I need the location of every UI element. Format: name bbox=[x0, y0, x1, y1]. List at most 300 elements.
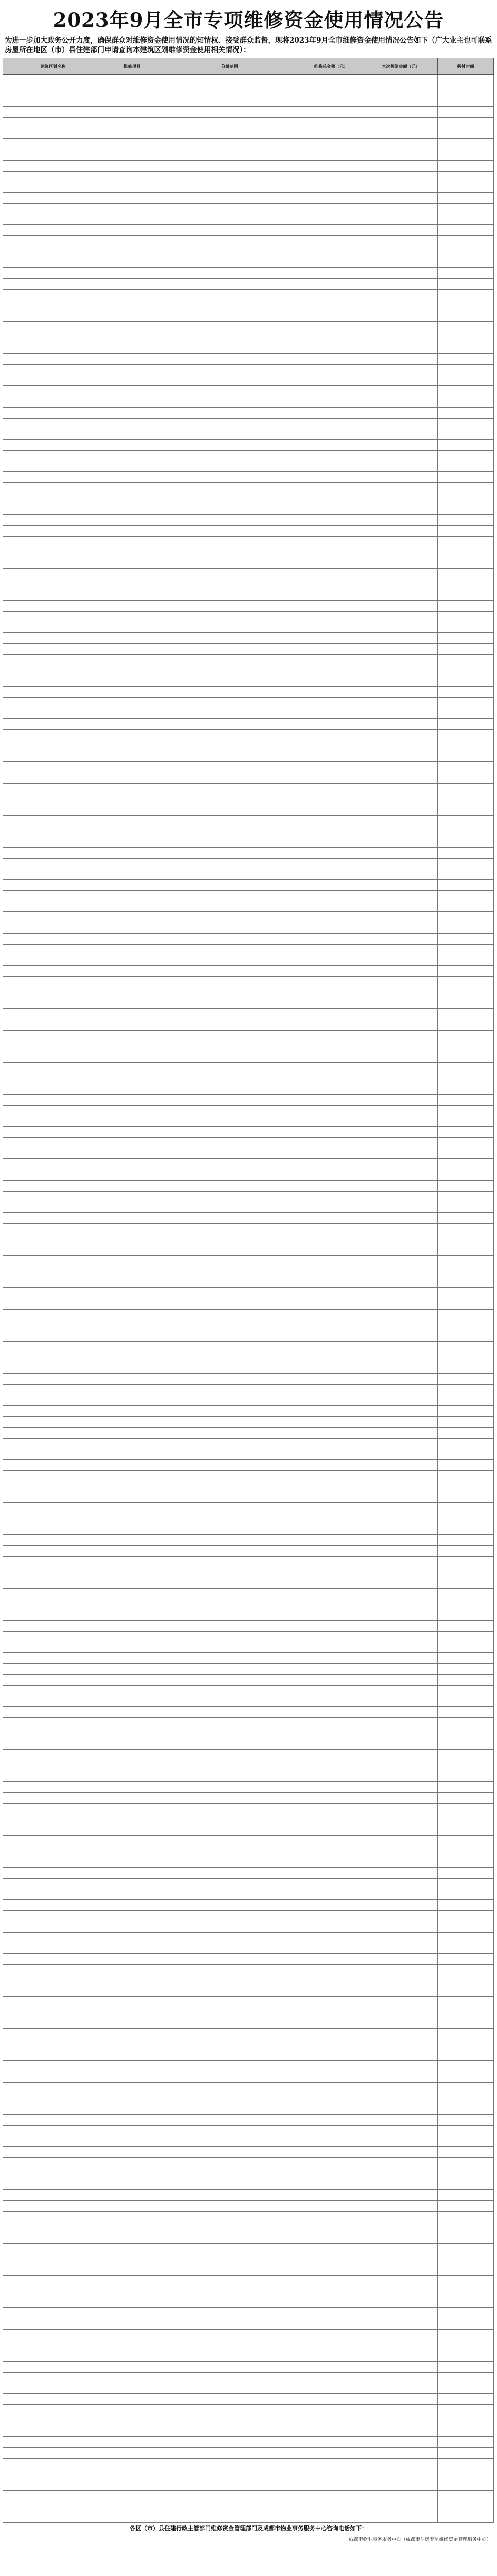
cell-share-scope bbox=[161, 794, 298, 805]
cell-payment-amount bbox=[364, 1868, 438, 1878]
cell-project-name bbox=[3, 504, 103, 514]
cell-payment-amount bbox=[364, 515, 438, 526]
cell-payment-amount bbox=[364, 1502, 438, 1513]
cell-payment-amount bbox=[364, 1416, 438, 1427]
cell-project-name bbox=[3, 729, 103, 740]
cell-total-amount bbox=[298, 633, 364, 643]
cell-project-name bbox=[3, 1170, 103, 1180]
cell-payment-amount bbox=[364, 2254, 438, 2265]
cell-share-scope bbox=[161, 687, 298, 697]
cell-project-name bbox=[3, 2136, 103, 2147]
table-row bbox=[3, 2115, 494, 2125]
table-row bbox=[3, 987, 494, 998]
cell-payment-amount bbox=[364, 1782, 438, 1792]
cell-project-name bbox=[3, 1148, 103, 1159]
cell-total-amount bbox=[298, 579, 364, 590]
table-row bbox=[3, 1792, 494, 1803]
cell-project-name bbox=[3, 611, 103, 622]
cell-share-scope bbox=[161, 719, 298, 729]
cell-payment-amount bbox=[364, 2308, 438, 2319]
header-repair-item: 维修项目 bbox=[103, 58, 161, 75]
cell-payment-date bbox=[438, 1900, 494, 1910]
cell-total-amount bbox=[298, 1438, 364, 1449]
cell-project-name bbox=[3, 418, 103, 429]
cell-total-amount bbox=[298, 966, 364, 976]
cell-project-name bbox=[3, 128, 103, 138]
cell-repair-item bbox=[103, 1642, 161, 1653]
cell-project-name bbox=[3, 515, 103, 526]
cell-payment-amount bbox=[364, 934, 438, 944]
cell-payment-date bbox=[438, 1921, 494, 1932]
cell-repair-item bbox=[103, 1191, 161, 1202]
cell-payment-date bbox=[438, 1696, 494, 1706]
cell-repair-item bbox=[103, 622, 161, 632]
cell-total-amount bbox=[298, 837, 364, 847]
table-row bbox=[3, 2330, 494, 2340]
cell-project-name bbox=[3, 1986, 103, 1996]
cell-payment-date bbox=[438, 2136, 494, 2147]
cell-payment-date bbox=[438, 1395, 494, 1406]
cell-total-amount bbox=[298, 805, 364, 815]
cell-payment-date bbox=[438, 526, 494, 536]
cell-repair-item bbox=[103, 429, 161, 439]
cell-payment-amount bbox=[364, 1342, 438, 1352]
cell-repair-item bbox=[103, 139, 161, 150]
cell-total-amount bbox=[298, 976, 364, 987]
table-row bbox=[3, 2125, 494, 2136]
cell-payment-date bbox=[438, 2480, 494, 2490]
cell-project-name bbox=[3, 901, 103, 912]
table-row bbox=[3, 1857, 494, 1867]
cell-repair-item bbox=[103, 762, 161, 772]
cell-payment-date bbox=[438, 1492, 494, 1502]
cell-project-name bbox=[3, 2115, 103, 2125]
table-row bbox=[3, 429, 494, 439]
cell-project-name bbox=[3, 311, 103, 321]
cell-share-scope bbox=[161, 2415, 298, 2426]
cell-payment-amount bbox=[364, 676, 438, 686]
cell-payment-date bbox=[438, 2265, 494, 2275]
cell-repair-item bbox=[103, 1073, 161, 1084]
cell-total-amount bbox=[298, 1760, 364, 1771]
cell-payment-amount bbox=[364, 568, 438, 579]
cell-payment-date bbox=[438, 1825, 494, 1835]
cell-total-amount bbox=[298, 408, 364, 418]
cell-repair-item bbox=[103, 1331, 161, 1341]
table-row bbox=[3, 1331, 494, 1341]
cell-repair-item bbox=[103, 697, 161, 708]
cell-project-name bbox=[3, 1416, 103, 1427]
cell-payment-date bbox=[438, 944, 494, 955]
cell-project-name bbox=[3, 2243, 103, 2254]
cell-total-amount bbox=[298, 1363, 364, 1373]
cell-project-name bbox=[3, 1696, 103, 1706]
cell-share-scope bbox=[161, 1610, 298, 1620]
cell-repair-item bbox=[103, 923, 161, 933]
cell-repair-item bbox=[103, 2061, 161, 2072]
table-row bbox=[3, 1685, 494, 1696]
cell-repair-item bbox=[103, 890, 161, 901]
cell-payment-amount bbox=[364, 2372, 438, 2383]
cell-total-amount bbox=[298, 1954, 364, 1964]
table-row bbox=[3, 1202, 494, 1213]
cell-payment-amount bbox=[364, 1589, 438, 1599]
cell-share-scope bbox=[161, 1921, 298, 1932]
cell-project-name bbox=[3, 2480, 103, 2490]
cell-repair-item bbox=[103, 321, 161, 332]
cell-repair-item bbox=[103, 107, 161, 117]
cell-total-amount bbox=[298, 1320, 364, 1331]
cell-share-scope bbox=[161, 1836, 298, 1846]
table-row bbox=[3, 139, 494, 150]
cell-total-amount bbox=[298, 1642, 364, 1653]
cell-share-scope bbox=[161, 1019, 298, 1030]
cell-payment-date bbox=[438, 2254, 494, 2265]
cell-total-amount bbox=[298, 1116, 364, 1126]
cell-payment-date bbox=[438, 665, 494, 676]
cell-payment-date bbox=[438, 2061, 494, 2072]
cell-project-name bbox=[3, 450, 103, 461]
cell-total-amount bbox=[298, 2458, 364, 2469]
cell-payment-amount bbox=[364, 1975, 438, 1986]
cell-share-scope bbox=[161, 1943, 298, 1953]
cell-share-scope bbox=[161, 2093, 298, 2104]
cell-total-amount bbox=[298, 708, 364, 719]
cell-share-scope bbox=[161, 2501, 298, 2512]
cell-payment-amount bbox=[364, 171, 438, 182]
table-row bbox=[3, 107, 494, 117]
cell-payment-date bbox=[438, 697, 494, 708]
cell-total-amount bbox=[298, 526, 364, 536]
cell-total-amount bbox=[298, 364, 364, 375]
table-row bbox=[3, 805, 494, 815]
cell-repair-item bbox=[103, 547, 161, 558]
cell-payment-amount bbox=[364, 1181, 438, 1191]
page-title: 2023年9月全市专项维修资金使用情况公告 bbox=[53, 8, 444, 32]
cell-project-name bbox=[3, 107, 103, 117]
cell-payment-date bbox=[438, 2297, 494, 2307]
cell-share-scope bbox=[161, 2254, 298, 2265]
cell-share-scope bbox=[161, 1299, 298, 1309]
cell-repair-item bbox=[103, 1170, 161, 1180]
cell-payment-amount bbox=[364, 2222, 438, 2233]
cell-project-name bbox=[3, 2372, 103, 2383]
cell-repair-item bbox=[103, 2072, 161, 2082]
table-row bbox=[3, 397, 494, 407]
cell-share-scope bbox=[161, 2286, 298, 2297]
cell-repair-item bbox=[103, 2233, 161, 2243]
cell-payment-amount bbox=[364, 1728, 438, 1739]
table-row bbox=[3, 2501, 494, 2512]
cell-total-amount bbox=[298, 687, 364, 697]
cell-payment-amount bbox=[364, 1191, 438, 1202]
cell-project-name bbox=[3, 1728, 103, 1739]
cell-project-name bbox=[3, 2351, 103, 2361]
cell-project-name bbox=[3, 2007, 103, 2018]
table-row bbox=[3, 225, 494, 235]
cell-payment-date bbox=[438, 2394, 494, 2404]
cell-payment-date bbox=[438, 343, 494, 353]
cell-repair-item bbox=[103, 289, 161, 300]
cell-payment-date bbox=[438, 1846, 494, 1857]
cell-share-scope bbox=[161, 2125, 298, 2136]
cell-share-scope bbox=[161, 2243, 298, 2254]
cell-project-name bbox=[3, 246, 103, 257]
cell-payment-amount bbox=[364, 1460, 438, 1470]
cell-project-name bbox=[3, 1803, 103, 1814]
cell-project-name bbox=[3, 697, 103, 708]
cell-total-amount bbox=[298, 1406, 364, 1416]
cell-repair-item bbox=[103, 794, 161, 805]
cell-repair-item bbox=[103, 633, 161, 643]
cell-repair-item bbox=[103, 1416, 161, 1427]
table-row bbox=[3, 214, 494, 225]
cell-payment-amount bbox=[364, 2243, 438, 2254]
table-row bbox=[3, 687, 494, 697]
cell-project-name bbox=[3, 1438, 103, 1449]
cell-total-amount bbox=[298, 1910, 364, 1921]
cell-payment-date bbox=[438, 1137, 494, 1148]
cell-total-amount bbox=[298, 622, 364, 632]
table-row bbox=[3, 461, 494, 472]
cell-project-name bbox=[3, 837, 103, 847]
cell-payment-amount bbox=[364, 1749, 438, 1760]
cell-repair-item bbox=[103, 976, 161, 987]
cell-repair-item bbox=[103, 2415, 161, 2426]
cell-share-scope bbox=[161, 2404, 298, 2415]
cell-share-scope bbox=[161, 1567, 298, 1578]
table-row bbox=[3, 772, 494, 783]
cell-repair-item bbox=[103, 2297, 161, 2307]
table-row bbox=[3, 375, 494, 385]
cell-repair-item bbox=[103, 1803, 161, 1814]
cell-share-scope bbox=[161, 1449, 298, 1460]
cell-project-name bbox=[3, 762, 103, 772]
cell-share-scope bbox=[161, 568, 298, 579]
cell-payment-amount bbox=[364, 837, 438, 847]
table-row bbox=[3, 2061, 494, 2072]
cell-share-scope bbox=[161, 1535, 298, 1545]
cell-payment-date bbox=[438, 676, 494, 686]
cell-repair-item bbox=[103, 2115, 161, 2125]
cell-share-scope bbox=[161, 321, 298, 332]
cell-payment-amount bbox=[364, 1127, 438, 1137]
cell-repair-item bbox=[103, 1792, 161, 1803]
cell-repair-item bbox=[103, 332, 161, 343]
table-row bbox=[3, 568, 494, 579]
header-payment-date: 拨付时间 bbox=[438, 58, 494, 75]
cell-total-amount bbox=[298, 321, 364, 332]
cell-payment-date bbox=[438, 2201, 494, 2211]
cell-payment-amount bbox=[364, 150, 438, 160]
table-row bbox=[3, 547, 494, 558]
cell-payment-amount bbox=[364, 2297, 438, 2307]
cell-repair-item bbox=[103, 1030, 161, 1041]
cell-payment-amount bbox=[364, 1524, 438, 1534]
cell-total-amount bbox=[298, 1416, 364, 1427]
cell-total-amount bbox=[298, 2189, 364, 2200]
cell-payment-amount bbox=[364, 1621, 438, 1631]
cell-project-name bbox=[3, 1900, 103, 1910]
table-row bbox=[3, 1052, 494, 1062]
table-row bbox=[3, 1631, 494, 1642]
cell-repair-item bbox=[103, 1728, 161, 1739]
cell-share-scope bbox=[161, 783, 298, 794]
cell-payment-date bbox=[438, 1266, 494, 1277]
cell-repair-item bbox=[103, 1513, 161, 1524]
cell-repair-item bbox=[103, 955, 161, 966]
cell-project-name bbox=[3, 998, 103, 1008]
cell-total-amount bbox=[298, 1717, 364, 1728]
cell-payment-amount bbox=[364, 2512, 438, 2522]
table-row bbox=[3, 289, 494, 300]
cell-repair-item bbox=[103, 354, 161, 364]
cell-total-amount bbox=[298, 2426, 364, 2436]
cell-payment-amount bbox=[364, 966, 438, 976]
header-project-name: 建筑区划名称 bbox=[3, 58, 103, 75]
table-row bbox=[3, 1352, 494, 1363]
cell-repair-item bbox=[103, 117, 161, 128]
cell-total-amount bbox=[298, 1170, 364, 1180]
cell-payment-date bbox=[438, 429, 494, 439]
cell-repair-item bbox=[103, 998, 161, 1008]
cell-repair-item bbox=[103, 1084, 161, 1094]
cell-total-amount bbox=[298, 1921, 364, 1932]
cell-payment-date bbox=[438, 611, 494, 622]
cell-repair-item bbox=[103, 1245, 161, 1255]
cell-repair-item bbox=[103, 2383, 161, 2393]
table-row bbox=[3, 590, 494, 600]
cell-project-name bbox=[3, 2083, 103, 2093]
cell-project-name bbox=[3, 2415, 103, 2426]
cell-payment-date bbox=[438, 2243, 494, 2254]
cell-payment-date bbox=[438, 2362, 494, 2372]
cell-payment-date bbox=[438, 1589, 494, 1599]
table-row bbox=[3, 1868, 494, 1878]
cell-total-amount bbox=[298, 2501, 364, 2512]
table-row bbox=[3, 1008, 494, 1019]
cell-payment-date bbox=[438, 2319, 494, 2329]
cell-share-scope bbox=[161, 203, 298, 214]
table-row bbox=[3, 85, 494, 96]
cell-payment-date bbox=[438, 1105, 494, 1116]
table-row bbox=[3, 1975, 494, 1986]
cell-share-scope bbox=[161, 976, 298, 987]
cell-payment-date bbox=[438, 1943, 494, 1953]
cell-project-name bbox=[3, 1653, 103, 1663]
cell-project-name bbox=[3, 1964, 103, 1975]
cell-project-name bbox=[3, 2189, 103, 2200]
cell-repair-item bbox=[103, 568, 161, 579]
cell-total-amount bbox=[298, 493, 364, 504]
cell-total-amount bbox=[298, 161, 364, 171]
cell-payment-date bbox=[438, 279, 494, 289]
table-row bbox=[3, 1181, 494, 1191]
cell-payment-amount bbox=[364, 815, 438, 826]
cell-payment-amount bbox=[364, 343, 438, 353]
cell-share-scope bbox=[161, 1502, 298, 1513]
cell-total-amount bbox=[298, 869, 364, 879]
cell-project-name bbox=[3, 1342, 103, 1352]
cell-payment-date bbox=[438, 2222, 494, 2233]
table-row bbox=[3, 321, 494, 332]
cell-share-scope bbox=[161, 1492, 298, 1502]
cell-payment-date bbox=[438, 1170, 494, 1180]
cell-repair-item bbox=[103, 225, 161, 235]
table-row bbox=[3, 676, 494, 686]
cell-project-name bbox=[3, 2330, 103, 2340]
table-row bbox=[3, 2233, 494, 2243]
cell-project-name bbox=[3, 2286, 103, 2297]
cell-payment-date bbox=[438, 1578, 494, 1588]
cell-total-amount bbox=[298, 2125, 364, 2136]
table-row bbox=[3, 1663, 494, 1674]
cell-total-amount bbox=[298, 1728, 364, 1739]
table-row bbox=[3, 2362, 494, 2372]
cell-payment-amount bbox=[364, 2061, 438, 2072]
cell-repair-item bbox=[103, 408, 161, 418]
table-row bbox=[3, 1545, 494, 1556]
cell-payment-date bbox=[438, 815, 494, 826]
cell-payment-date bbox=[438, 633, 494, 643]
cell-share-scope bbox=[161, 2072, 298, 2082]
cell-payment-date bbox=[438, 848, 494, 858]
table-row bbox=[3, 912, 494, 923]
cell-payment-date bbox=[438, 1685, 494, 1696]
cell-project-name bbox=[3, 655, 103, 665]
cell-share-scope bbox=[161, 1223, 298, 1234]
cell-project-name bbox=[3, 848, 103, 858]
table-row bbox=[3, 2265, 494, 2275]
cell-payment-amount bbox=[364, 2007, 438, 2018]
cell-share-scope bbox=[161, 1545, 298, 1556]
cell-share-scope bbox=[161, 85, 298, 96]
cell-share-scope bbox=[161, 225, 298, 235]
cell-payment-date bbox=[438, 2286, 494, 2297]
cell-share-scope bbox=[161, 579, 298, 590]
cell-payment-date bbox=[438, 762, 494, 772]
cell-total-amount bbox=[298, 1234, 364, 1245]
cell-total-amount bbox=[298, 268, 364, 279]
cell-repair-item bbox=[103, 1567, 161, 1578]
cell-payment-date bbox=[438, 643, 494, 654]
table-row bbox=[3, 203, 494, 214]
cell-repair-item bbox=[103, 440, 161, 450]
cell-payment-amount bbox=[364, 2394, 438, 2404]
cell-payment-amount bbox=[364, 1148, 438, 1159]
cell-project-name bbox=[3, 805, 103, 815]
cell-share-scope bbox=[161, 890, 298, 901]
cell-share-scope bbox=[161, 869, 298, 879]
cell-payment-date bbox=[438, 1374, 494, 1384]
cell-payment-amount bbox=[364, 2426, 438, 2436]
cell-payment-amount bbox=[364, 890, 438, 901]
cell-total-amount bbox=[298, 848, 364, 858]
cell-total-amount bbox=[298, 611, 364, 622]
cell-share-scope bbox=[161, 461, 298, 472]
cell-project-name bbox=[3, 579, 103, 590]
cell-project-name bbox=[3, 235, 103, 246]
table-row bbox=[3, 1524, 494, 1534]
cell-project-name bbox=[3, 2157, 103, 2168]
cell-project-name bbox=[3, 1460, 103, 1470]
cell-payment-amount bbox=[364, 139, 438, 150]
cell-payment-date bbox=[438, 1438, 494, 1449]
cell-payment-amount bbox=[364, 762, 438, 772]
cell-project-name bbox=[3, 2448, 103, 2458]
cell-payment-date bbox=[438, 2072, 494, 2082]
table-row bbox=[3, 300, 494, 311]
